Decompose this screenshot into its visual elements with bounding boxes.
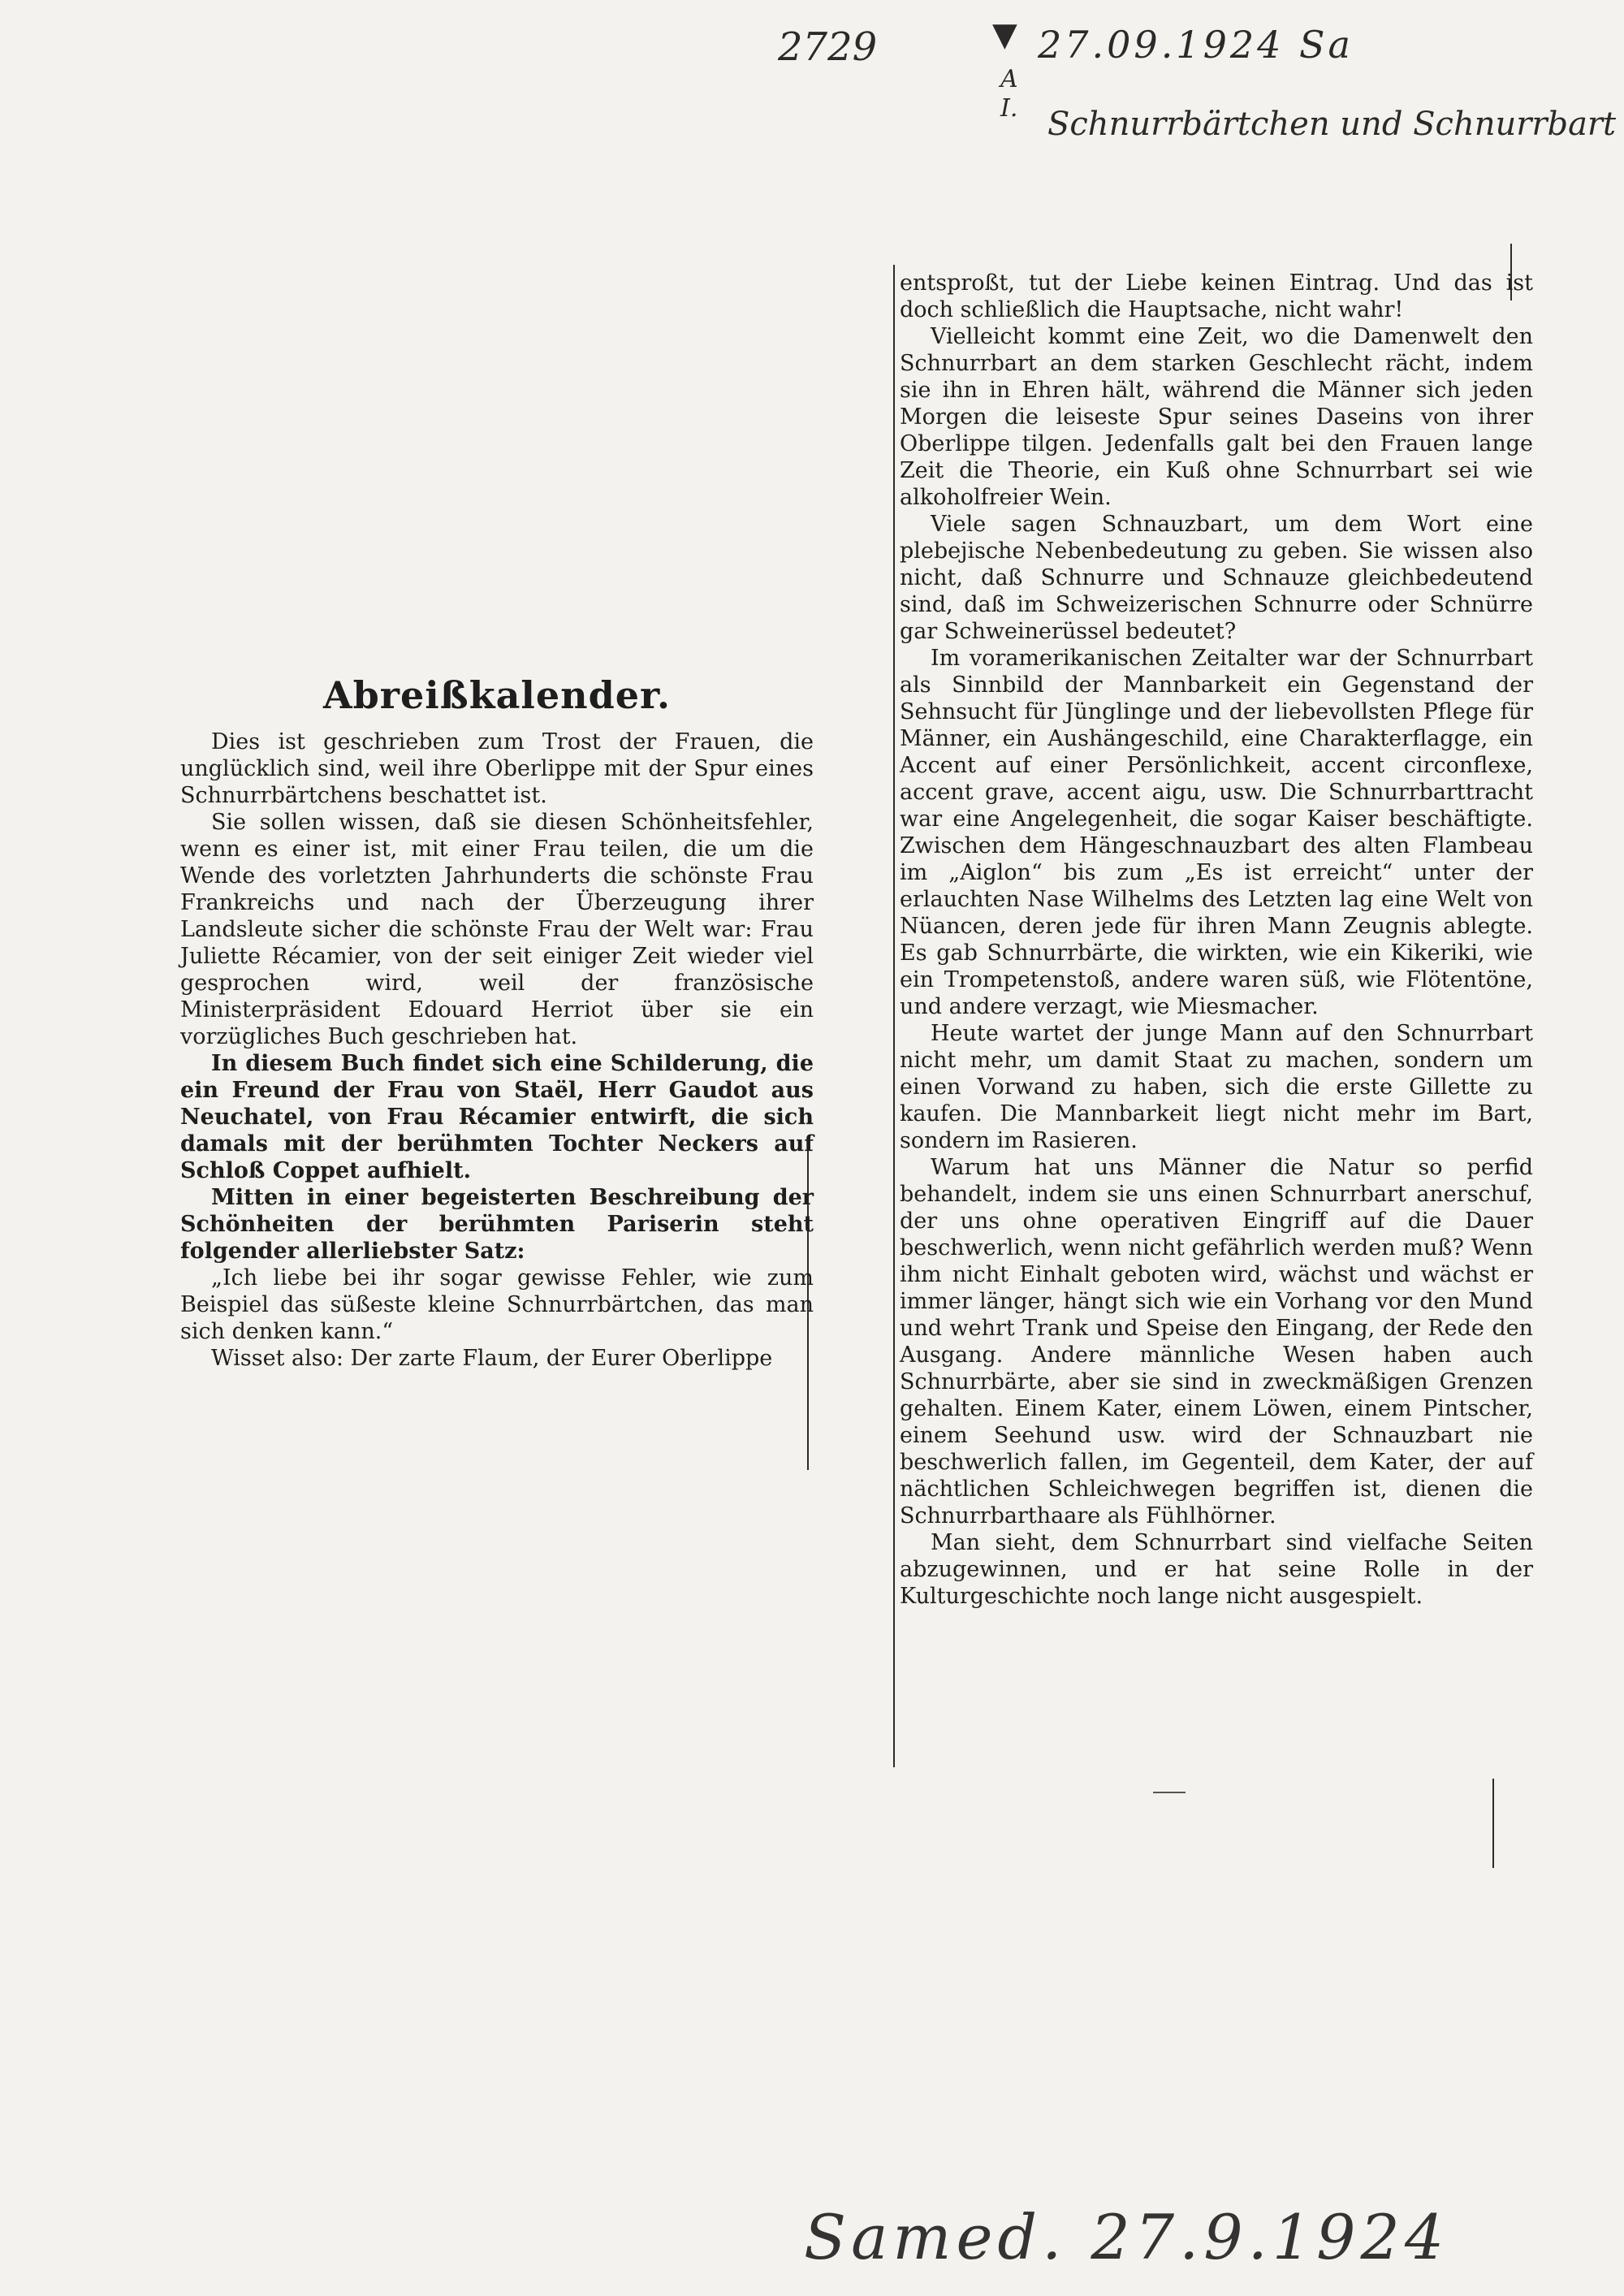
handwritten-bottom-note: Samed. 27.9.1924 (804, 2201, 1449, 2273)
article-column-left (180, 673, 814, 1372)
paragraph: Man sieht, dem Schnurrbart sind vielfache Seiten abzugewinnen, und er hat seine Rolle in der Kulturgeschichte noch lange nicht ausgespielt. (900, 1530, 1533, 1609)
paragraph: entsproßt, tut der Liebe keinen Eintrag. Und das ist doch schließlich die Hauptsache, nicht wahr! (900, 270, 1533, 322)
paragraph: Sie sollen wissen, daß sie diesen Schönheitsfehler, wenn es einer ist, mit einer Frau teilen, die um die Wende des vorletzten Jahrhunderts die schönste Frau Frankreichs und nach der Überzeugung ihrer Landsleute sicher die schönste Frau der Welt war: Frau Juliette Récamier, von der seit einiger Zeit wieder viel gesprochen wird, weil der französische Ministerpräsident Edouard Herriot über sie ein vorzügliches Buch geschrieben hat. (180, 810, 814, 1049)
clipping-edge-left (893, 265, 895, 1767)
handwritten-number: 2729 (778, 24, 878, 70)
paragraph: In diesem Buch findet sich eine Schilderung, die ein Freund der Frau von Staël, Herr Gaudot aus Neuchatel, von Frau Récamier entwirft, die sich damals mit der berühmten Tochter Neckers auf Schloß Coppet aufhielt. (180, 1051, 814, 1183)
paragraph: Heute wartet der junge Mann auf den Schnurrbart nicht mehr, um damit Staat zu machen, sondern um einen Vorwand zu haben, sich die erste Gillette zu kaufen. Die Mannbarkeit liegt nicht mehr im Bart, sondern im Rasieren. (900, 1021, 1533, 1153)
handwritten-mark: ▼ (992, 16, 1017, 54)
article-heading: Abreißkalender. (322, 673, 672, 717)
paragraph: Mitten in einer begeisterten Beschreibung der Schönheiten der berühmten Pariserin steht folgender allerliebster Satz: (180, 1185, 814, 1264)
paragraph: Vielleicht kommt eine Zeit, wo die Damenwelt den Schnurrbart an dem starken Geschlecht rächt, indem sie ihn in Ehren hält, während die Männer sich jeden Morgen die leiseste Spur seines Daseins von ihrer Oberlippe tilgen. Jedenfalls galt bei den Frauen lange Zeit die Theorie, ein Kuß ohne Schnurrbart sei wie alkoholfreier Wein. (900, 324, 1533, 510)
handwritten-date: 27.09.1924 Sa (1038, 23, 1354, 67)
paragraph: Viele sagen Schnauzbart, um dem Wort eine plebejische Nebenbedeutung zu geben. Sie wissen also nicht, daß Schnurre und Schnauze gleichbedeutend sind, daß im Schweizerischen Schnurre oder Schnürre gar Schweinerüssel bedeutet? (900, 512, 1533, 644)
article-column-right (900, 270, 1533, 1610)
paragraph: Im voramerikanischen Zeitalter war der Schnurrbart als Sinnbild der Mannbarkeit ein Gegenstand der Sehnsucht für Jünglinge und der liebevollsten Pflege für Männer, ein Aushängeschild, eine Charakterflagge, ein Accent auf einer Persönlichkeit, accent circonflexe, accent grave, accent aigu, usw. Die Schnurrbarttracht war eine Angelegenheit, die sogar Kaiser beschäftigte. Zwischen dem Hängeschnauzbart des alten Flambeau im „Aiglon“ bis zum „Es ist erreicht“ unter der erlauchten Nase Wilhelms des Letzten lag eine Welt von Nüancen, deren jede für ihren Mann Zeugnis ablegte. Es gab Schnurrbärte, die wirkten, wie ein Kikeriki, wie ein Trompetenstoß, andere waren süß, wie Flötentöne, und andere verzagt, wie Miesmacher. (900, 646, 1533, 1019)
paragraph: Dies ist geschrieben zum Trost der Frauen, die unglücklich sind, weil ihre Oberlippe mit der Spur eines Schnurrbärtchens beschattet ist. (180, 729, 814, 808)
handwritten-section-label: A I. (1000, 65, 1018, 123)
paragraph: Wisset also: Der zarte Flaum, der Eurer Oberlippe (211, 1346, 773, 1371)
end-rule (1153, 1792, 1186, 1793)
clipping-edge-bottom-right (1492, 1779, 1494, 1868)
paragraph-quote: „Ich liebe bei ihr sogar gewisse Fehler, wie zum Beispiel das süßeste kleine Schnurrbärtchen, das man sich denken kann.“ (180, 1265, 814, 1344)
paragraph: Warum hat uns Männer die Natur so perfid behandelt, indem sie uns einen Schnurrbart anerschuf, der uns ohne operativen Eingriff auf die Dauer beschwerlich, wenn nicht gefährlich werden muß? Wenn ihm nicht Einhalt geboten wird, wächst und wächst er immer länger, hängt sich wie ein Vorhang vor den Mund und wehrt Trank und Speise den Eingang, der Rede den Ausgang. Andere männliche Wesen haben auch Schnurrbärte, aber sie sind in zweckmäßigen Grenzen gehalten. Einem Kater, einem Löwen, einem Pintscher, einem Seehund usw. wird der Schnauzbart nie beschwerlich fallen, im Gegenteil, dem Kater, der auf nächtlichen Schleichwegen begriffen ist, dienen die Schnurrbarthaare als Fühlhörner. (900, 1155, 1533, 1529)
handwritten-title: Schnurrbärtchen und Schnurrbart (1047, 106, 1617, 143)
